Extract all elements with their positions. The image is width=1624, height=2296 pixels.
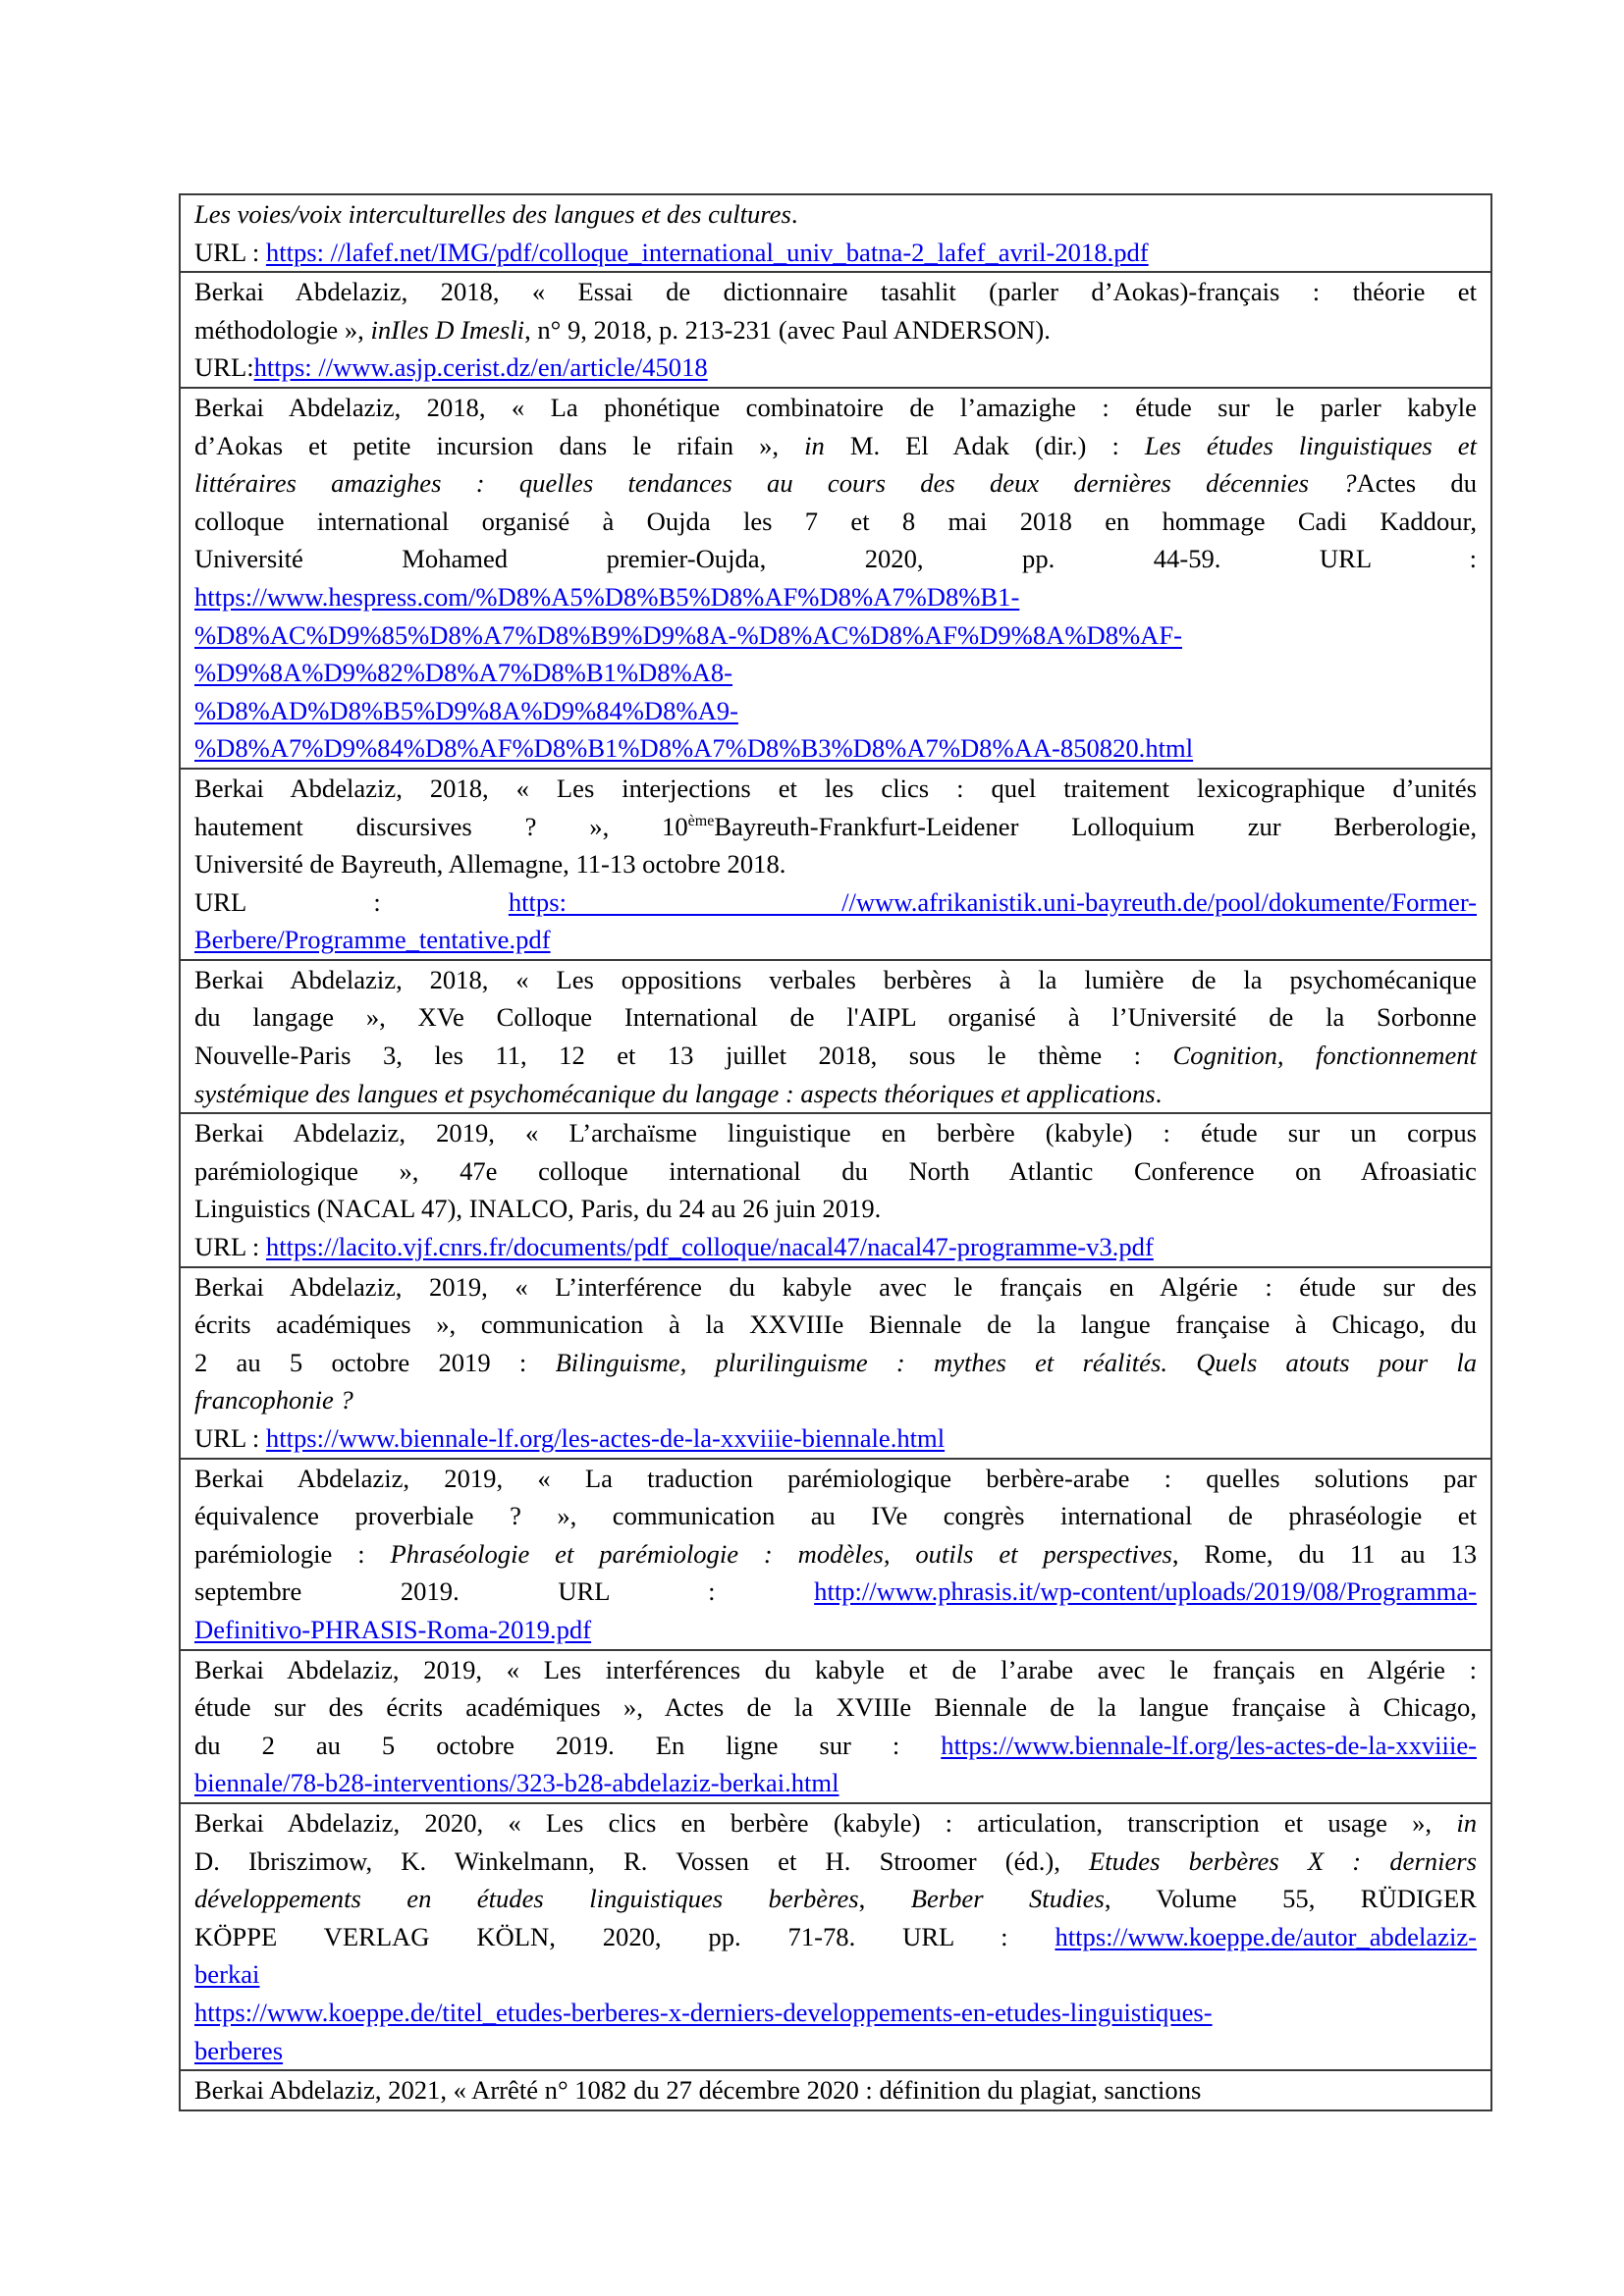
book-title: Etudes berbères X : derniers [1089, 1845, 1477, 1876]
bibliography-entry [180, 388, 1491, 769]
bibliography-entry [180, 272, 1491, 388]
bibliography-entry [180, 1803, 1491, 2070]
entry-line: développements en études linguistiques berbères, Berber Studies, Volume 55, RÜDIGER [194, 1884, 1477, 1914]
entry-line: parémiologie : Phraséologie et parémiologie : modèles, outils et perspectives, Rome, du 11 au 13 [194, 1538, 1477, 1569]
entry-line: Berkai Abdelaziz, 2019, « La traduction parémiologique berbère-arabe : quelles solutions par [194, 1463, 1477, 1493]
book-title: littéraires amazighes : quelles tendances au cours des deux dernières décennies ? [194, 468, 1357, 499]
entry-url-line [194, 921, 1477, 959]
entry-link[interactable]: https: //lafef.net/IMG/pdf/colloque_international_univ_batna-2_lafef_avril-2018.pdf [265, 237, 1149, 267]
entry-line: Berkai Abdelaziz, 2019, « Les interférences du kabyle et de l’arabe avec le français en Algérie : [194, 1654, 1477, 1684]
table-row [180, 769, 1491, 960]
entry-link[interactable]: %D8%AD%D8%B5%D9%8A%D9%84%D8%A9- [194, 695, 738, 725]
entry-link[interactable]: Berbere/Programme_tentative.pdf [194, 925, 551, 955]
entry-line: Berkai Abdelaziz, 2018, « La phonétique combinatoire de l’amazighe : étude sur le parler kabyle [194, 392, 1477, 422]
entry-link[interactable]: berkai [194, 1959, 260, 1990]
entry-line: septembre 2019. URL : http://www.phrasis.it/wp-content/uploads/2019/08/Programma- [194, 1576, 1477, 1607]
entry-link[interactable]: %D8%AC%D9%85%D8%A7%D8%B9%D9%8A-%D8%AC%D8%AF%D9%8A%D8%AF- [194, 619, 1182, 650]
table-row [180, 1650, 1491, 1803]
entry-url-line [194, 1419, 1477, 1458]
url-label: URL : [194, 886, 381, 917]
bibliography-entry [180, 194, 1491, 272]
entry-link[interactable]: https://lacito.vjf.cnrs.fr/documents/pdf_colloque/nacal47/nacal47-programme-v3.pdf [265, 1232, 1154, 1262]
bibliography-table [179, 193, 1492, 2111]
entry-link[interactable]: https://www.biennale-lf.org/les-actes-de-la-xxviiie-biennale.html [265, 1423, 946, 1453]
entry-url-line [194, 348, 1477, 387]
entry-line: du 2 au 5 octobre 2019. En ligne sur : https://www.biennale-lf.org/les-actes-de-la-xxviiie- [194, 1730, 1477, 1760]
bibliography-entry [180, 1459, 1491, 1650]
theme-title: systémique des langues et psychomécanique du langage : aspects théoriques et applications [194, 1078, 1156, 1108]
entry-line: étude sur des écrits académiques », Actes de la XVIIIe Biennale de la langue française à Chicago, [194, 1692, 1477, 1723]
table-row [180, 194, 1491, 272]
bibliography-entry [180, 960, 1491, 1113]
table-row [180, 388, 1491, 769]
entry-line: méthodologie », inIles D Imesli, n° 9, 2018, p. 213-231 (avec Paul ANDERSON). [194, 314, 1051, 345]
bibliography-entry [180, 2070, 1491, 2110]
table-row [180, 1267, 1491, 1459]
entry-link[interactable]: https: //www.asjp.cerist.dz/en/article/45018 [253, 352, 708, 383]
entry-line: Berkai Abdelaziz, 2019, « L’interférence du kabyle avec le français en Algérie : étude sur des [194, 1271, 1477, 1302]
entry-line: parémiologique », 47e colloque international du North Atlantic Conference on Afroasiatic [194, 1155, 1477, 1186]
entry-link[interactable]: https://www.koeppe.de/titel_etudes-berberes-x-derniers-developpements-en-etudes-linguistiques- [194, 1997, 1213, 2027]
entry-link[interactable]: %D8%A7%D9%84%D8%AF%D8%B1%D8%A7%D8%B3%D8%A7%D8%AA-850820.html [194, 733, 1194, 764]
entry-line: littéraires amazighes : quelles tendances au cours des deux dernières décennies ?Actes du [194, 468, 1478, 499]
entry-line: colloque international organisé à Oujda les 7 et 8 mai 2018 en hommage Cadi Kaddour, [194, 506, 1477, 536]
entry-link[interactable]: berberes [194, 2035, 284, 2065]
theme-title: francophonie ? [194, 1385, 353, 1415]
book-title: Les études linguistiques et [1144, 430, 1477, 460]
url-label: URL: [194, 352, 254, 383]
bibliography-entry [180, 1267, 1491, 1459]
bibliography-entry [180, 1650, 1491, 1803]
entry-link[interactable]: %D9%8A%D9%82%D8%A7%D8%B1%D8%A8- [194, 658, 733, 688]
entry-line: Berkai Abdelaziz, 2018, « Les interjections et les clics : quel traitement lexicographique d’unités [194, 773, 1477, 803]
entry-line: Les voies/voix interculturelles des langues et des cultures. [194, 199, 798, 229]
entry-line: Berkai Abdelaziz, 2018, « Essai de dictionnaire tasahlit (parler d’Aokas)-français : théorie et [194, 277, 1477, 307]
entry-line: Nouvelle-Paris 3, les 11, 12 et 13 juillet 2018, sous le thème : Cognition, fonctionnement [194, 1041, 1477, 1071]
book-title: développements en études linguistiques berbères [194, 1884, 859, 1914]
entry-line: Université de Bayreuth, Allemagne, 11-13 octobre 2018. [194, 849, 786, 880]
entry-url-line [194, 616, 1477, 655]
url-label: URL : [194, 1423, 266, 1453]
url-label: URL : [194, 237, 266, 267]
entry-url-line [194, 1994, 1477, 2032]
congress-title: Phraséologie et parémiologie : modèles, outils et perspectives [390, 1538, 1172, 1569]
entry-line: Berkai Abdelaziz, 2020, « Les clics en berbère (kabyle) : articulation, transcription et usage », in [194, 1807, 1477, 1838]
entry-url-line [194, 692, 1477, 730]
entry-line: équivalence proverbiale ? », communication au IVe congrès international de phraséologie et [194, 1501, 1477, 1531]
table-row [180, 272, 1491, 388]
journal-title: inIles D Imesli [370, 314, 525, 345]
entry-line: Berkai Abdelaziz, 2019, « L’archaïsme linguistique en berbère (kabyle) : étude sur un corpus [194, 1118, 1477, 1148]
entry-url-line [194, 729, 1477, 768]
entry-line: Linguistics (NACAL 47), INALCO, Paris, du 24 au 26 juin 2019. [194, 1194, 882, 1224]
entry-title: Les voies/voix interculturelles des langues et des cultures [194, 199, 791, 229]
entry-line [194, 1381, 1477, 1419]
entry-link[interactable]: https://www.hespress.com/%D8%A5%D8%B5%D8%AF%D8%A7%D8%B1- [194, 581, 1020, 612]
entry-link[interactable]: https: //www.afrikanistik.uni-bayreuth.de/pool/dokumente/Former- [508, 886, 1477, 917]
bibliography-entry [180, 769, 1491, 960]
table-row [180, 1803, 1491, 2070]
entry-link[interactable]: https://www.biennale-lf.org/les-actes-de-la-xxviiie- [941, 1730, 1477, 1760]
entry-url-line [194, 1764, 1477, 1802]
bibliography-entry [180, 1113, 1491, 1266]
entry-link[interactable]: Definitivo-PHRASIS-Roma-2019.pdf [194, 1614, 592, 1644]
entry-line: Berkai Abdelaziz, 2018, « Les oppositions verbales berbères à la lumière de la psychomécanique [194, 964, 1477, 994]
entry-url-line [194, 1955, 1477, 1994]
table-row [180, 1113, 1491, 1266]
entry-line: écrits académiques », communication à la XXVIIIe Biennale de la langue française à Chicago, du [194, 1309, 1477, 1340]
entry-url-line [194, 883, 1477, 922]
entry-link[interactable]: https://www.koeppe.de/autor_abdelaziz- [1055, 1921, 1477, 1951]
entry-link[interactable]: http://www.phrasis.it/wp-content/uploads/2019/08/Programma- [814, 1576, 1477, 1607]
theme-title: Cognition, fonctionnement [1172, 1041, 1477, 1071]
entry-line: d’Aokas et petite incursion dans le rifain », in M. El Adak (dir.) : Les études linguistiques et [194, 430, 1477, 460]
entry-line: KÖPPE VERLAG KÖLN, 2020, pp. 71-78. URL : https://www.koeppe.de/autor_abdelaziz- [194, 1921, 1477, 1951]
entry-url-line [194, 654, 1477, 692]
url-label: URL : [194, 1232, 266, 1262]
entry-line: du langage », XVe Colloque International de l'AIPL organisé à l’Université de la Sorbonne [194, 1002, 1477, 1033]
table-row [180, 1459, 1491, 1650]
entry-line: D. Ibriszimow, K. Winkelmann, R. Vossen et H. Stroomer (éd.), Etudes berbères X : derniers [194, 1845, 1477, 1876]
entry-line: 2 au 5 octobre 2019 : Bilinguisme, plurilinguisme : mythes et réalités. Quels atouts pour la [194, 1347, 1478, 1377]
table-row [180, 960, 1491, 1113]
entry-link[interactable]: biennale/78-b28-interventions/323-b28-abdelaziz-berkai.html [194, 1768, 839, 1798]
entry-url-line [194, 1228, 1477, 1266]
document-page [179, 193, 1492, 2111]
entry-line: hautement discursives ? », 10èmeBayreuth-Frankfurt-Leidener Lolloquium zur Berberologie, [194, 811, 1477, 841]
entry-url-line [194, 578, 1477, 616]
entry-line: systémique des langues et psychomécanique du langage : aspects théoriques et applications. [194, 1078, 1163, 1108]
theme-title: Bilinguisme, plurilinguisme : mythes et réalités. Quels atouts pour la [555, 1347, 1478, 1377]
entry-line: Université Mohamed premier-Oujda, 2020, pp. 44-59. URL : [194, 544, 1477, 574]
entry-url-line [194, 2032, 1477, 2070]
entry-line: Berkai Abdelaziz, 2021, « Arrêté n° 1082 du 27 décembre 2020 : définition du plagiat, sanctions [194, 2075, 1202, 2106]
series-title: Berber Studies [910, 1884, 1105, 1914]
entry-url-line [194, 234, 1477, 272]
table-row [180, 2070, 1491, 2110]
entry-url-line [194, 1611, 1477, 1649]
